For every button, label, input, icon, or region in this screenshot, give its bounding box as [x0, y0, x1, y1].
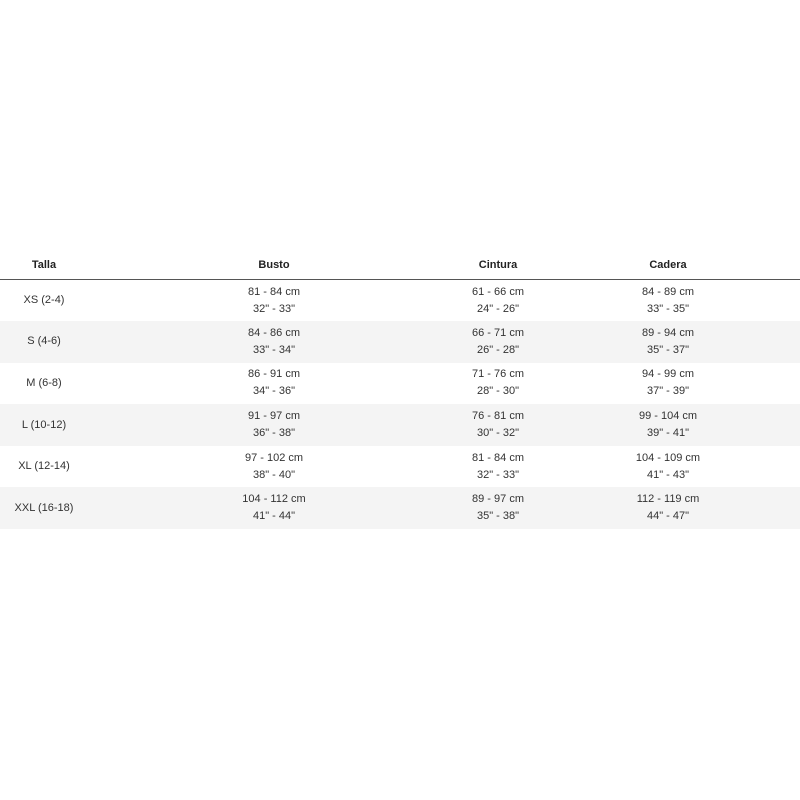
waist-cell: [460, 446, 536, 488]
waist-in: 28" - 30": [476, 385, 520, 398]
hip-in: 35" - 37": [646, 343, 690, 356]
bust-cm: 104 - 112 cm: [242, 493, 306, 506]
waist-cm: 89 - 97 cm: [472, 493, 524, 506]
hip-in: 37" - 39": [646, 385, 690, 398]
waist-cell: [460, 404, 536, 446]
hip-cell: [536, 363, 800, 405]
size-chart-table: [0, 250, 800, 529]
header-size: Talla: [0, 250, 88, 280]
bust-cell: [88, 446, 460, 488]
bust-in: 34" - 36": [252, 385, 296, 398]
bust-cm: 84 - 86 cm: [248, 326, 300, 339]
bust-cell: [88, 321, 460, 363]
hip-in: 33" - 35": [646, 302, 690, 315]
bust-in: 32" - 33": [252, 302, 296, 315]
hip-cm: 99 - 104 cm: [638, 410, 698, 423]
hip-cell: [536, 487, 800, 529]
table-row: [0, 446, 800, 488]
table-row: [0, 321, 800, 363]
waist-cm: 81 - 84 cm: [472, 451, 524, 464]
hip-in: 41" - 43": [646, 468, 690, 481]
table-row: [0, 404, 800, 446]
hip-cm: 84 - 89 cm: [642, 285, 694, 298]
hip-in: 44" - 47": [646, 510, 690, 523]
waist-in: 32" - 33": [476, 468, 520, 481]
waist-cm: 76 - 81 cm: [472, 410, 524, 423]
waist-in: 30" - 32": [476, 427, 520, 440]
bust-cell: [88, 280, 460, 322]
table-row: [0, 487, 800, 529]
table-header-row: [0, 250, 800, 280]
size-cell: XS (2-4): [23, 294, 65, 307]
hip-cell: [536, 404, 800, 446]
bust-cm: 97 - 102 cm: [244, 451, 304, 464]
bust-cm: 91 - 97 cm: [248, 410, 300, 423]
waist-in: 35" - 38": [476, 510, 520, 523]
table-row: [0, 363, 800, 405]
size-cell: XL (12-14): [18, 460, 70, 473]
header-hip: Cadera: [536, 250, 800, 280]
hip-cm: 104 - 109 cm: [635, 451, 701, 464]
hip-cell: [536, 280, 800, 322]
waist-cm: 66 - 71 cm: [472, 326, 524, 339]
waist-cm: 71 - 76 cm: [472, 368, 524, 381]
size-cell: S (4-6): [27, 335, 61, 348]
bust-cell: [88, 363, 460, 405]
size-cell: L (10-12): [21, 418, 67, 431]
waist-in: 26" - 28": [476, 343, 520, 356]
hip-cm: 94 - 99 cm: [642, 368, 694, 381]
hip-cm: 112 - 119 cm: [636, 493, 700, 506]
header-bust: Busto: [88, 250, 460, 280]
waist-cell: [460, 280, 536, 322]
waist-cm: 61 - 66 cm: [472, 285, 524, 298]
bust-cell: [88, 487, 460, 529]
hip-cm: 89 - 94 cm: [642, 326, 694, 339]
waist-cell: [460, 363, 536, 405]
header-waist: Cintura: [460, 250, 536, 280]
bust-in: 33" - 34": [252, 343, 296, 356]
waist-in: 24" - 26": [476, 302, 520, 315]
bust-in: 36" - 38": [252, 427, 296, 440]
bust-cm: 86 - 91 cm: [248, 368, 300, 381]
waist-cell: [460, 487, 536, 529]
bust-cell: [88, 404, 460, 446]
bust-cm: 81 - 84 cm: [248, 285, 300, 298]
bust-in: 38" - 40": [252, 468, 296, 481]
hip-in: 39" - 41": [646, 427, 690, 440]
hip-cell: [536, 321, 800, 363]
size-cell: XXL (16-18): [14, 501, 74, 514]
hip-cell: [536, 446, 800, 488]
size-cell: M (6-8): [26, 376, 62, 389]
table-row: [0, 280, 800, 322]
bust-in: 41" - 44": [252, 510, 296, 523]
waist-cell: [460, 321, 536, 363]
